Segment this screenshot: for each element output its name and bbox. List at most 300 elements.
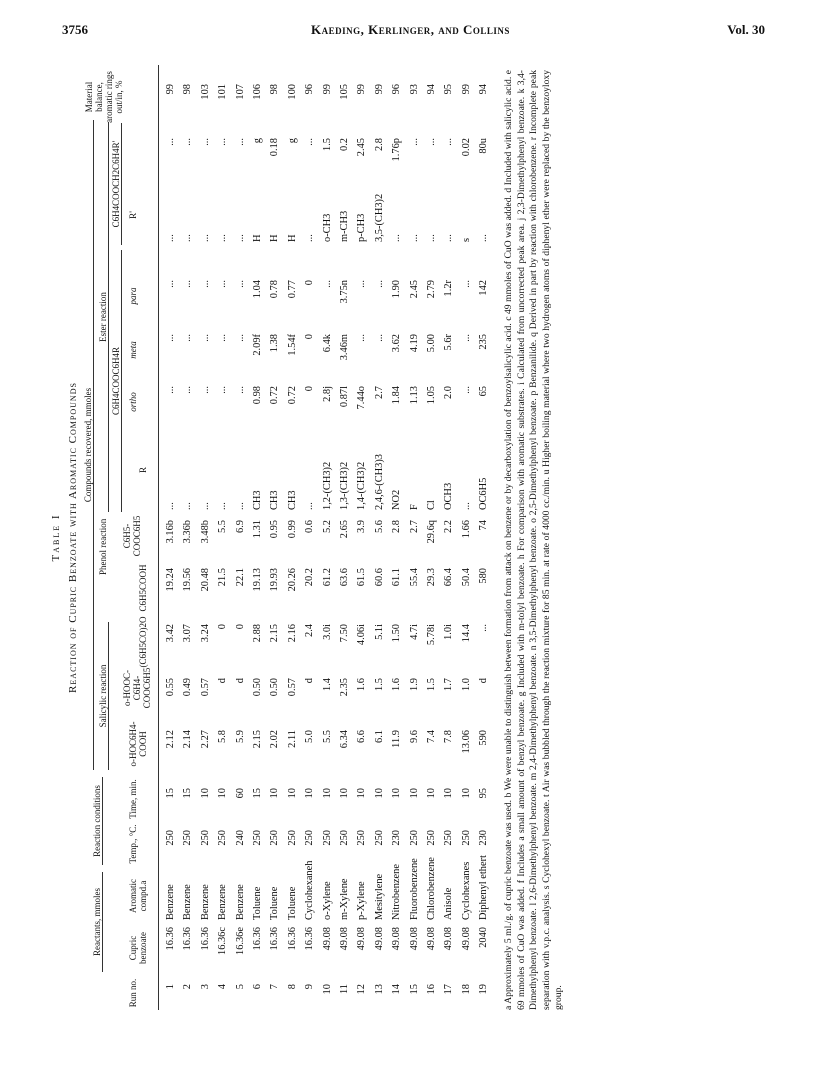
col-meta: meta (128, 341, 138, 359)
rotated-table-region (50, 65, 770, 1010)
cell-m: ... (234, 334, 246, 342)
cell-anh: 0 (234, 624, 246, 630)
cell-phen: 2.65 (339, 520, 350, 539)
cell-bal: 107 (234, 84, 246, 100)
table-row (235, 65, 252, 1010)
cell-aro: Benzene (217, 884, 229, 920)
cell-sal1: 5.0 (304, 730, 316, 743)
cell-rp: ... (304, 234, 316, 242)
group-header-salicylic: Salicylic reaction (98, 664, 108, 728)
cell-temp: 250 (321, 830, 333, 846)
cell-benz: 61.1 (391, 568, 403, 587)
cell-r: ... (217, 502, 229, 510)
cell-r: Cl (426, 500, 437, 510)
cell-temp: 250 (426, 830, 437, 846)
cell-aro: Cyclohexaneh (304, 860, 316, 920)
cell-aro: Toluene (252, 886, 263, 920)
cell-sal1: 2.12 (165, 730, 176, 749)
cell-r: NO2 (391, 489, 403, 510)
cell-temp: 230 (391, 830, 403, 846)
table-row (165, 65, 182, 1010)
cell-bz: ... (217, 138, 229, 146)
table-row (304, 65, 321, 1010)
cell-o: 0.72 (286, 386, 298, 405)
cell-time: 10 (443, 788, 455, 799)
cell-r: CH3 (269, 490, 281, 510)
cell-bz: 0.02 (460, 138, 472, 157)
cell-anh: 14.4 (460, 624, 472, 643)
cell-bal: 99 (460, 84, 472, 95)
cell-m: 3.62 (391, 334, 403, 353)
cell-aro: Fluorobenzene (408, 858, 420, 920)
col-o-carboxyphenyl: o-HOOC-C6H4-COOC6H5 (122, 667, 152, 709)
table-row (443, 65, 460, 1010)
cell-aro: Benzene (182, 884, 194, 920)
cell-o: ... (182, 386, 194, 394)
rule-reactants (102, 872, 103, 972)
cell-sal2: d (478, 678, 490, 684)
cell-temp: 250 (443, 830, 455, 846)
cell-cup: 16.36 (304, 927, 316, 951)
cell-bal: 93 (408, 84, 420, 95)
cell-benz: 21.5 (217, 568, 229, 587)
cell-p: ... (217, 280, 229, 288)
cell-phen: 2.7 (408, 520, 420, 533)
table-label: Table I (50, 513, 62, 562)
cell-sal1: 7.4 (426, 730, 437, 743)
cell-bal: 98 (269, 84, 281, 95)
cell-phen: 1.66 (460, 520, 472, 539)
cell-sal1: 6.34 (339, 730, 350, 749)
cell-benz: 19.93 (269, 568, 281, 592)
cell-o: 0.87l (339, 386, 350, 408)
table-row (409, 65, 426, 1010)
cell-bal: 106 (252, 84, 263, 100)
table-row (478, 65, 495, 1010)
cell-phen: 5.2 (321, 520, 333, 533)
cell-cup: 16.36 (199, 927, 211, 951)
cell-m: ... (373, 334, 385, 342)
cell-sal2: d (234, 678, 246, 684)
cell-rp: ... (217, 234, 229, 242)
col-benzoic-anhydride: (C6H5CO)2O (138, 616, 148, 668)
cell-bz: g (286, 138, 298, 144)
cell-cup: 49.08 (391, 927, 403, 951)
cell-rp: ... (165, 234, 176, 242)
cell-benz: 55.4 (408, 568, 420, 587)
cell-sal1: 9.6 (408, 730, 420, 743)
cell-bz: ... (165, 138, 176, 146)
cell-benz: 61.5 (356, 568, 368, 587)
cell-bal: 99 (165, 84, 176, 95)
cell-time: 60 (234, 788, 246, 799)
table-row (269, 65, 286, 1010)
cell-run: 19 (478, 984, 490, 995)
cell-cup: 16.36 (165, 927, 176, 951)
cell-sal2: 1.6 (391, 678, 403, 691)
cell-cup: 49.08 (321, 927, 333, 951)
cell-m: 5.6r (443, 334, 455, 351)
cell-sal1: 5.9 (234, 730, 246, 743)
cell-phen: 0.95 (269, 520, 281, 539)
cell-benz: 29.3 (426, 568, 437, 587)
cell-rp: p-CH3 (356, 213, 368, 242)
cell-bal: 96 (304, 84, 316, 95)
table-row (374, 65, 391, 1010)
cell-p: ... (199, 280, 211, 288)
cell-temp: 250 (182, 830, 194, 846)
cell-sal2: 0.55 (165, 678, 176, 697)
cell-rp: H (252, 234, 263, 242)
col-ortho: ortho (128, 392, 138, 412)
cell-m: 1.38 (269, 334, 281, 353)
cell-bal: 95 (443, 84, 455, 95)
cell-cup: 16.36 (252, 927, 263, 951)
cell-bz: ... (443, 138, 455, 146)
cell-bz: 0.18 (269, 138, 281, 157)
cell-run: 17 (443, 984, 455, 995)
cell-rp: ... (182, 234, 194, 242)
cell-sal1: 13.06 (460, 730, 472, 754)
cell-anh: ... (478, 624, 490, 632)
cell-run: 2 (182, 984, 194, 990)
col-r: R (138, 467, 148, 474)
volume-label: Vol. 30 (727, 22, 765, 37)
cell-bz: ... (426, 138, 437, 146)
table-row (322, 65, 339, 1010)
cell-o: ... (460, 386, 472, 394)
cell-rp: o-CH3 (321, 213, 333, 242)
cell-p: 3.75n (339, 280, 350, 304)
cell-run: 16 (426, 984, 437, 995)
cell-benz: 66.4 (443, 568, 455, 587)
cell-phen: 3.48b (199, 520, 211, 544)
cell-sal1: 590 (478, 730, 490, 746)
cell-sal2: 1.5 (373, 678, 385, 691)
cell-run: 13 (373, 984, 385, 995)
cell-sal2: 0.57 (199, 678, 211, 697)
cell-temp: 250 (199, 830, 211, 846)
cell-o: 0.98 (252, 386, 263, 405)
cell-time: 15 (182, 788, 194, 799)
page-number: 3756 (62, 22, 88, 37)
cell-bal: 94 (478, 84, 490, 95)
cell-phen: 0.6 (304, 520, 316, 533)
cell-temp: 250 (269, 830, 281, 846)
cell-time: 10 (321, 788, 333, 799)
cell-r: CH3 (252, 490, 263, 510)
cell-sal2: 1.7 (443, 678, 455, 691)
cell-temp: 250 (286, 830, 298, 846)
cell-time: 10 (339, 788, 350, 799)
cell-temp: 240 (234, 830, 246, 846)
cell-r: OCH3 (443, 482, 455, 510)
col-para: para (128, 287, 138, 305)
col-cupric: Cupric benzoate (128, 932, 148, 964)
cell-r: CH3 (286, 490, 298, 510)
cell-anh: 3.07 (182, 624, 194, 643)
cell-r: ... (304, 502, 316, 510)
cell-time: 10 (391, 788, 403, 799)
cell-p: 1.2r (443, 280, 455, 297)
cell-phen: 2.2 (443, 520, 455, 533)
table-row (356, 65, 373, 1010)
cell-aro: Benzene (234, 884, 246, 920)
cell-sal2: d (304, 678, 316, 684)
cell-o: 2.0 (443, 386, 455, 399)
group-header-ester-sub: C6H4COOC6H4R (111, 347, 121, 416)
cell-m: 3.46m (339, 334, 350, 361)
cell-anh: 3.24 (199, 624, 211, 643)
group-header-conditions: Reaction conditions (92, 785, 102, 857)
cell-rp: H (269, 234, 281, 242)
cell-bal: 105 (339, 84, 350, 100)
cell-temp: 230 (478, 830, 490, 846)
table-row (287, 65, 304, 1010)
group-header-ester-sub2: C6H4COOCH2C6H4R' (111, 140, 121, 228)
cell-m: 5.00 (426, 334, 437, 353)
cell-o: ... (199, 386, 211, 394)
cell-run: 5 (234, 984, 246, 990)
cell-aro: Benzene (199, 884, 211, 920)
cell-benz: 19.24 (165, 568, 176, 592)
cell-anh: 1.0i (443, 624, 455, 640)
cell-temp: 250 (165, 830, 176, 846)
cell-cup: 49.08 (426, 927, 437, 951)
cell-p: 2.79 (426, 280, 437, 299)
cell-time: 10 (373, 788, 385, 799)
col-material-balance: Material balance, aromatic rings out/in, % (84, 71, 124, 123)
cell-m: ... (199, 334, 211, 342)
cell-aro: o-Xylene (321, 881, 333, 920)
table-row (217, 65, 234, 1010)
cell-bal: 96 (391, 84, 403, 95)
cell-cup: 16.36 (182, 927, 194, 951)
table-row (426, 65, 443, 1010)
cell-m: ... (217, 334, 229, 342)
cell-benz: 61.2 (321, 568, 333, 587)
cell-run: 6 (252, 984, 263, 990)
cell-aro: Toluene (269, 886, 281, 920)
cell-p: ... (165, 280, 176, 288)
cell-benz: 19.56 (182, 568, 194, 592)
cell-bz: ... (234, 138, 246, 146)
cell-o: 7.44o (356, 386, 368, 410)
cell-m: ... (182, 334, 194, 342)
cell-temp: 250 (408, 830, 420, 846)
rule-ester (108, 122, 109, 512)
cell-m: ... (165, 334, 176, 342)
cell-time: 15 (165, 788, 176, 799)
cell-rp: ... (234, 234, 246, 242)
cell-time: 10 (460, 788, 472, 799)
cell-aro: m-Xylene (339, 878, 350, 920)
rule-recovered (93, 120, 94, 770)
cell-bal: 94 (426, 84, 437, 95)
table-row (200, 65, 217, 1010)
cell-bz: 0.2 (339, 138, 350, 151)
cell-run: 12 (356, 984, 368, 995)
cell-cup: 16.36 (286, 927, 298, 951)
cell-anh: 4.06i (356, 624, 368, 646)
cell-phen: 5.6 (373, 520, 385, 533)
cell-rp: ... (426, 234, 437, 242)
cell-run: 9 (304, 984, 316, 990)
cell-anh: 5.1i (373, 624, 385, 640)
cell-sal2: 0.50 (252, 678, 263, 697)
cell-cup: 49.08 (339, 927, 350, 951)
cell-o: 1.05 (426, 386, 437, 405)
cell-temp: 250 (460, 830, 472, 846)
cell-sal2: 1.9 (408, 678, 420, 691)
cell-anh: 4.7i (408, 624, 420, 640)
cell-phen: 2.8 (391, 520, 403, 533)
cell-sal1: 5.8 (217, 730, 229, 743)
cell-cup: 49.08 (443, 927, 455, 951)
cell-bz: ... (408, 138, 420, 146)
cell-benz: 50.4 (460, 568, 472, 587)
cell-p: ... (373, 280, 385, 288)
cell-m: 4.19 (408, 334, 420, 353)
rule-conditions (102, 777, 103, 865)
cell-r: ... (165, 502, 176, 510)
cell-aro: Mesitylene (373, 873, 385, 920)
cell-anh: 3.42 (165, 624, 176, 643)
cell-sal1: 2.02 (269, 730, 281, 749)
cell-run: 7 (269, 984, 281, 990)
cell-r: F (408, 504, 420, 510)
cell-run: 1 (165, 984, 176, 990)
cell-time: 10 (199, 788, 211, 799)
group-header-phenol: Phenol reaction (98, 518, 108, 575)
cell-sal2: 0.57 (286, 678, 298, 697)
cell-sal1: 5.5 (321, 730, 333, 743)
cell-bal: 100 (286, 84, 298, 100)
cell-m: ... (460, 334, 472, 342)
group-header-reactants: Reactants, mmoles (92, 888, 102, 956)
cell-o: ... (217, 386, 229, 394)
col-benzoic-acid: C6H5COOH (138, 564, 148, 612)
cell-bz: ... (182, 138, 194, 146)
cell-aro: p-Xylene (356, 881, 368, 920)
cell-bal: 99 (321, 84, 333, 95)
cell-run: 14 (391, 984, 403, 995)
cell-anh: 3.0i (321, 624, 333, 640)
cell-benz: 63.6 (339, 568, 350, 587)
cell-phen: 3.16b (165, 520, 176, 544)
cell-bz: 2.8 (373, 138, 385, 151)
cell-phen: 3.36b (182, 520, 194, 544)
cell-o: 2.7 (373, 386, 385, 399)
cell-time: 10 (426, 788, 437, 799)
cell-aro: Toluene (286, 886, 298, 920)
cell-cup: 49.08 (373, 927, 385, 951)
cell-o: 1.84 (391, 386, 403, 405)
cell-r: ... (182, 502, 194, 510)
cell-phen: 0.99 (286, 520, 298, 539)
cell-cup: 49.08 (356, 927, 368, 951)
cell-sal1: 6.1 (373, 730, 385, 743)
cell-aro: Nitrobenzene (391, 864, 403, 920)
cell-cup: 49.08 (408, 927, 420, 951)
cell-aro: Benzene (165, 884, 176, 920)
cell-cup: 16.36e (234, 927, 246, 955)
cell-sal1: 11.9 (391, 730, 403, 748)
cell-rp: ... (478, 234, 490, 242)
cell-sal1: 7.8 (443, 730, 455, 743)
cell-run: 11 (339, 984, 350, 995)
cell-o: 1.13 (408, 386, 420, 405)
cell-benz: 580 (478, 568, 490, 584)
cell-sal1: 2.11 (286, 730, 298, 748)
table-footnotes: a Approximately 5 ml./g. of cupric benzoate was used. b We were unable to distinguish between formation from attack on benzene or by decarboxylation of benzoylsalicylic acid. c 49 mmoles of CuO was added. d Included with salicylic acid. e 69 mmoles of CuO was added. f Includes a small amount of benzyl benzoate. g Included with m-tolyl benzoate. h For comparison with aromatic substrates. i Calculated from uncorrected peak area. j 2,3-Dimethylphenyl benzoate. k 3,4-Dimethylphenyl benzoate. l 2,6-Dimethylphenyl benzoate. m 2,4-Dimethylphenyl benzoate. n 3,5-Dimethylphenyl benzoate. o 2,5-Dimethylphenyl benzoate. p Benzanilide. q Derived in part by reaction with chlorobenzene. r Incomplete peak separation with v.p.c. analysis. s Cyclohexyl benzoate. t Air was bubbled through the reaction mixture for 85 min. at rate of 4000 cc./min. u Higher boiling material where two hydrogen atoms of diphenyl ether were replaced by the benzoyloxy group. (503, 70, 564, 1010)
table-row (461, 65, 478, 1010)
cell-time: 10 (286, 788, 298, 799)
running-authors: Kaeding, Kerlinger, and Collins (311, 22, 510, 37)
cell-r: 1,2-(CH3)2 (321, 461, 333, 510)
cell-m: 1.54f (286, 334, 298, 356)
cell-phen: 5.5 (217, 520, 229, 533)
cell-time: 10 (304, 788, 316, 799)
cell-run: 18 (460, 984, 472, 995)
col-time: Time, min. (128, 779, 138, 819)
cell-time: 15 (252, 788, 263, 799)
cell-anh: 7.50 (339, 624, 350, 643)
cell-benz: 19.13 (252, 568, 263, 592)
cell-p: ... (356, 280, 368, 288)
cell-m: 235 (478, 334, 490, 350)
cell-temp: 250 (339, 830, 350, 846)
cell-run: 3 (199, 984, 211, 990)
col-aromatic: Aromatic compd.a (128, 879, 148, 913)
cell-benz: 20.26 (286, 568, 298, 592)
cell-sal1: 6.6 (356, 730, 368, 743)
cell-r: ... (199, 502, 211, 510)
cell-cup: 16.36 (269, 927, 281, 951)
cell-sal2: 1.5 (426, 678, 437, 691)
cell-time: 10 (269, 788, 281, 799)
cell-anh: 2.15 (269, 624, 281, 643)
cell-anh: 0 (217, 624, 229, 630)
cell-o: 2.8j (321, 386, 333, 402)
cell-bal: 99 (373, 84, 385, 95)
cell-benz: 22.1 (234, 568, 246, 587)
cell-p: ... (460, 280, 472, 288)
cell-bal: 101 (217, 84, 229, 100)
table-row (339, 65, 356, 1010)
group-header-ester: Ester reaction (98, 292, 108, 342)
cell-p: ... (234, 280, 246, 288)
cell-phen: 29.6q (426, 520, 437, 544)
cell-r: OC6H5 (478, 477, 490, 510)
cell-p: 1.90 (391, 280, 403, 299)
cell-aro: Anisole (443, 887, 455, 920)
cell-p: 0 (304, 280, 316, 286)
cell-time: 10 (217, 788, 229, 799)
cell-aro: Diphenyl ethert (478, 855, 490, 920)
cell-anh: 5.78i (426, 624, 437, 646)
cell-phen: 6.9 (234, 520, 246, 533)
cell-bz: ... (304, 138, 316, 146)
cell-bal: 99 (356, 84, 368, 95)
cell-sal2: 0.49 (182, 678, 194, 697)
table-row (182, 65, 199, 1010)
cell-bal: 103 (199, 84, 211, 100)
col-phenyl-benzoate: C6H5-COOC6H5 (122, 515, 142, 557)
table-row (391, 65, 408, 1010)
cell-cup: 16.36c (217, 927, 229, 955)
rule-ester-sub (121, 250, 122, 512)
